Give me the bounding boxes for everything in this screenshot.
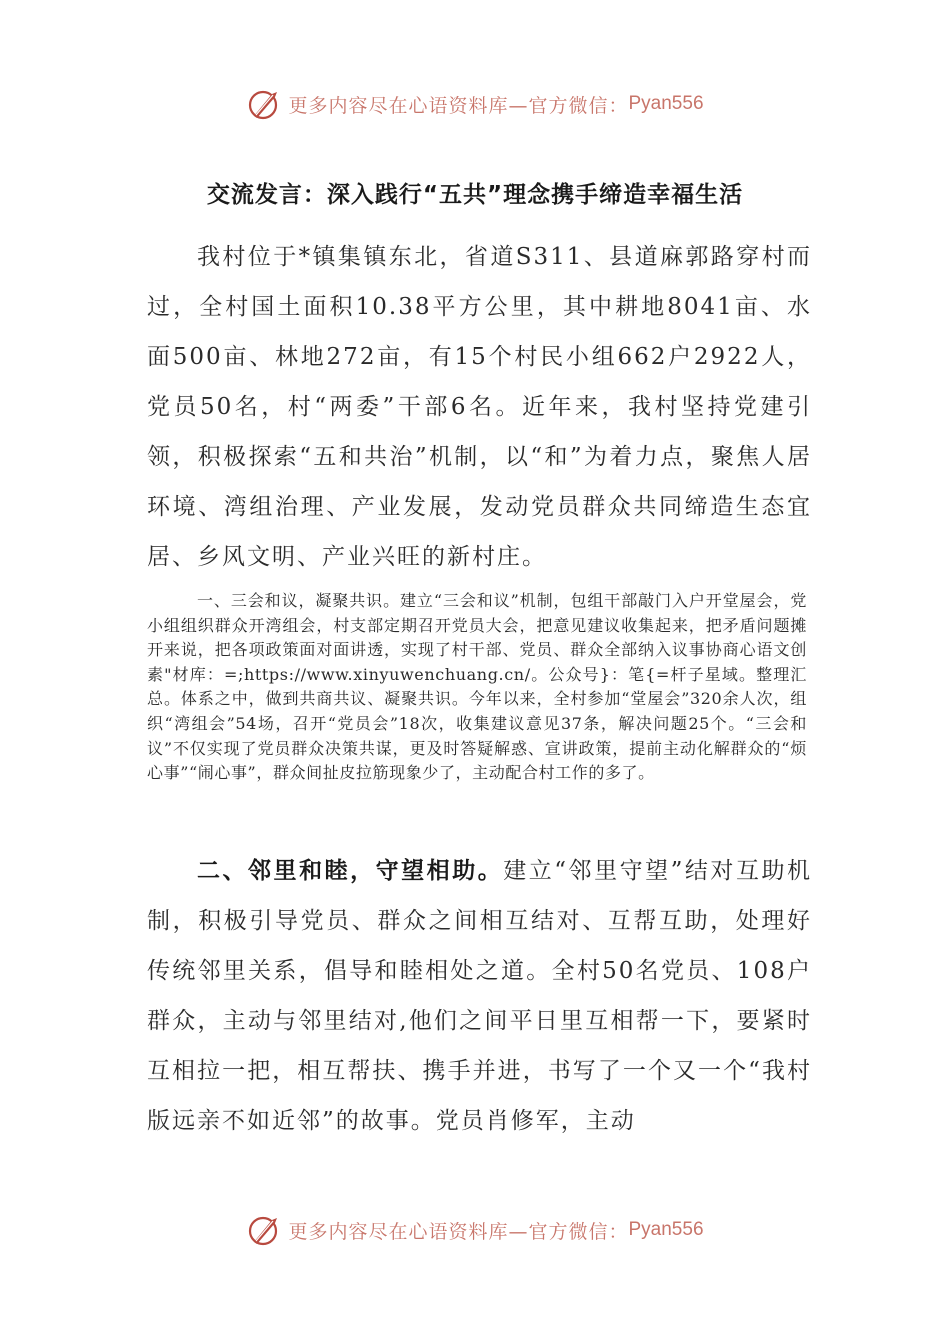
section-two-heading: 二、邻里和睦，守望相助。: [197, 858, 504, 884]
document-title: 交流发言：深入践行“五共”理念携手缔造幸福生活: [206, 182, 744, 208]
section-two-body: 建立“邻里守望”结对互助机制，积极引导党员、群众之间相互结对、互帮互助，处理好传统邻里关系，倡导和睦相处之道。全村50名党员、108户群众，主动与邻里结对,他们之间平日里互相帮一下，要紧时互相拉一把，相互帮扶、携手并进，书写了一个又一个“我村版远亲不如近邻”的故事。党员肖修军，主动: [147, 858, 812, 1134]
intro-paragraph: 我村位于*镇集镇东北，省道S311、县道麻郭路穿村而过，全村国土面积10.38平方公里，其中耕地8041亩、水面500亩、林地272亩，有15个村民小组662户2922人，党员50名，村“两委”干部6名。近年来，我村坚持党建引领，积极探索“五和共治”机制，以“和”为着力点，聚焦人居环境、湾组治理、产业发展，发动党员群众共同缔造生态宜居、乡风文明、产业兴旺的新村庄。: [147, 244, 812, 570]
section-two-paragraph: [147, 846, 812, 1146]
watermark-header: [0, 84, 950, 124]
watermark-wechat-id: Pyan556: [628, 1219, 704, 1240]
watermark-text: 更多内容尽在心语资料库—官方微信：: [288, 1220, 629, 1243]
watermark-text: 更多内容尽在心语资料库—官方微信：: [288, 94, 629, 117]
pen-logo-icon: [246, 1212, 282, 1248]
watermark-wechat-id: Pyan556: [628, 93, 704, 114]
section-one-paragraph: 一、三会和议，凝聚共识。建立“三会和议”机制，包组干部敲门入户开堂屋会，党小组组织群众开湾组会，村支部定期召开党员大会，把意见建议收集起来，把矛盾问题摊开来说，把各项政策面对面讲透，实现了村干部、党员、群众全部纳入议事协商心语文创素"材库：=;https://www.xinyuwenchuang.cn/。公众号}：笔{=杆子星域。整理汇总。体系之中，做到共商共议、凝聚共识。今年以来，全村参加“堂屋会”320余人次，组织“湾组会”54场，召开“党员会”18次，收集建议意见37条，解决问题25个。“三会和议”不仅实现了党员群众决策共谋，更及时答疑解惑、宣讲政策，提前主动化解群众的“烦心事”“闹心事”，群众间扯皮拉筋现象少了，主动配合村工作的多了。: [147, 591, 807, 783]
pen-logo-icon: [246, 86, 282, 122]
watermark-footer: [0, 1210, 950, 1250]
